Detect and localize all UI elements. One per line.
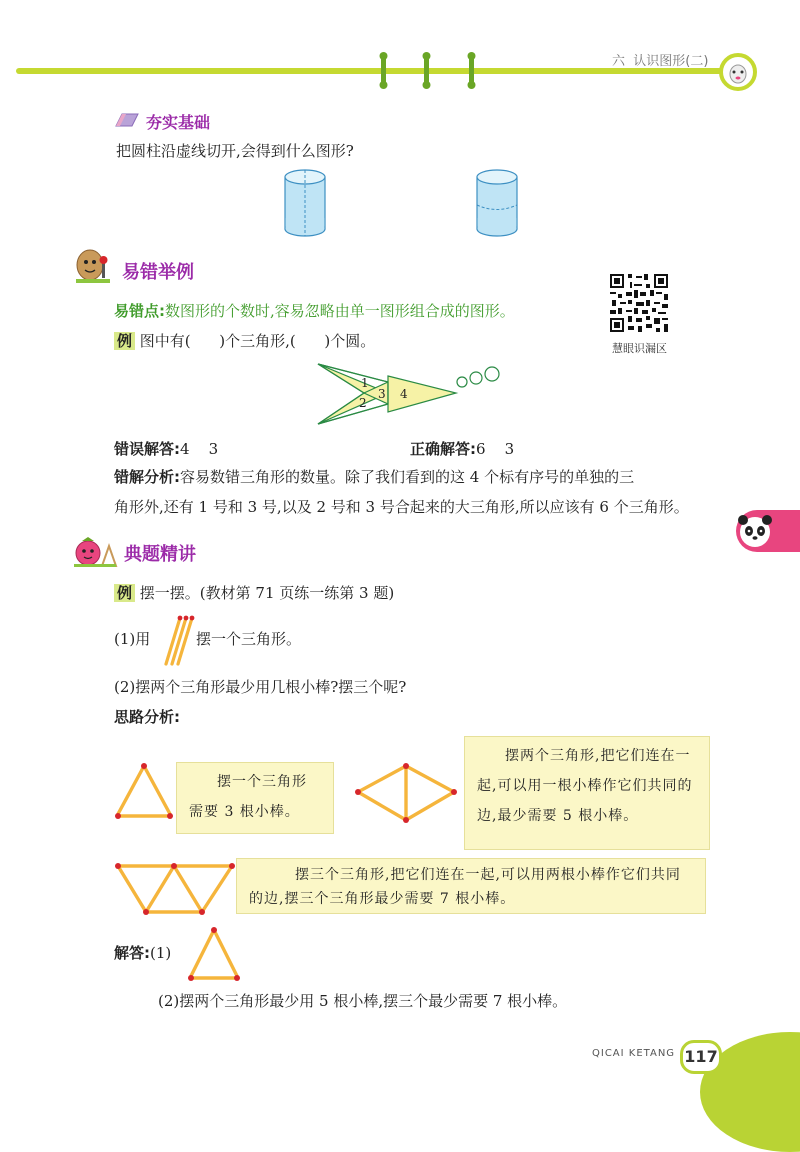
right-answer-line <box>410 438 514 460</box>
example-question-text: 图中有( )个三角形,( )个圆。 <box>139 332 376 350</box>
binder-rings <box>370 52 490 90</box>
mistake-example-question <box>114 330 375 352</box>
matchstick-triangles-two <box>350 760 462 826</box>
section-lecture-title: 典题精讲 <box>124 544 196 565</box>
lecture-example-line <box>114 582 394 604</box>
figure-label-2: 2 <box>359 396 367 410</box>
note-one-triangle-text: 摆一个三角形需要 3 根小棒。 <box>189 774 307 820</box>
right-answer-text: 6 3 <box>476 440 515 458</box>
figure-label-1: 1 <box>361 376 369 390</box>
header-mascot-icon <box>718 52 758 92</box>
figure-label-3: 3 <box>378 387 386 401</box>
thinking-label: 思路分析: <box>114 708 180 726</box>
panda-icon <box>735 512 775 550</box>
matchstick-triangle-one <box>110 760 178 822</box>
analysis-text-1: 容易数错三角形的数量。除了我们看到的这 4 个标有序号的单独的三 <box>180 468 635 486</box>
answer-line-2: (2)摆两个三角形最少用 5 根小棒,摆三个最少需要 7 根小棒。 <box>158 992 568 1010</box>
section-mistakes-title: 易错举例 <box>122 262 194 283</box>
strawberry-mascot-icon <box>72 534 118 568</box>
analysis-line-1 <box>114 466 634 488</box>
potato-mascot-icon <box>72 248 114 284</box>
question-2: (2)摆两个三角形最少用几根小棒?摆三个呢? <box>114 678 407 696</box>
right-answer-label: 正确解答: <box>410 440 476 458</box>
qr-code[interactable] <box>608 272 670 334</box>
note-one-triangle <box>176 762 334 834</box>
note-two-triangles-text: 摆两个三角形,把它们连在一起,可以用一根小棒作它们共同的边,最少需要 5 根小棒。 <box>477 748 693 824</box>
cylinder-vertical-cut <box>282 168 328 240</box>
section-basics-title: 夯实基础 <box>146 113 211 132</box>
chapter-title: 六 认识图形(二) <box>612 54 709 69</box>
page-number: 117 <box>680 1040 722 1074</box>
lecture-example-label: 例 <box>114 584 135 602</box>
wrong-answer-line <box>114 438 218 460</box>
note-three-triangles-text: 摆三个三角形,把它们连在一起,可以用两根小棒作它们共同的边,摆三个三角形最少需要 7 根小棒。 <box>249 867 681 907</box>
matchstick-triangles-three <box>112 858 240 920</box>
answer-1-prefix: (1) <box>150 944 172 962</box>
mistake-tip <box>114 300 515 322</box>
note-two-triangles <box>464 736 710 850</box>
footer-label: QICAI KETANG <box>592 1048 676 1059</box>
matchsticks-icon <box>160 612 196 668</box>
analysis-label: 错解分析: <box>114 468 180 486</box>
qr-caption: 慧眼识漏区 <box>612 342 667 355</box>
answer-label: 解答: <box>114 944 150 962</box>
note-three-triangles <box>236 858 706 914</box>
question-1-prefix: (1)用 <box>114 630 151 648</box>
lecture-example-text: 摆一摆。(教材第 71 页练一练第 3 题) <box>139 584 395 602</box>
cylinder-question: 把圆柱沿虚线切开,会得到什么图形? <box>116 142 354 160</box>
mistake-tip-text: 数图形的个数时,容易忽略由单一图形组合成的图形。 <box>165 302 515 320</box>
cylinder-horizontal-cut <box>474 168 520 240</box>
eraser-icon <box>114 112 140 128</box>
example-label: 例 <box>114 332 135 350</box>
analysis-line-2: 角形外,还有 1 号和 3 号,以及 2 号和 3 号合起来的大三角形,所以应该有 6 个三角形。 <box>114 498 689 516</box>
arrow-triangles-figure <box>316 362 506 428</box>
mistake-tip-label: 易错点: <box>114 302 165 320</box>
answer-line-1 <box>114 942 171 964</box>
figure-label-4: 4 <box>400 387 408 401</box>
wrong-answer-label: 错误解答: <box>114 440 180 458</box>
answer-matchstick-triangle <box>184 924 244 984</box>
wrong-answer-text: 4 3 <box>180 440 219 458</box>
question-1-suffix: 摆一个三角形。 <box>196 630 302 648</box>
